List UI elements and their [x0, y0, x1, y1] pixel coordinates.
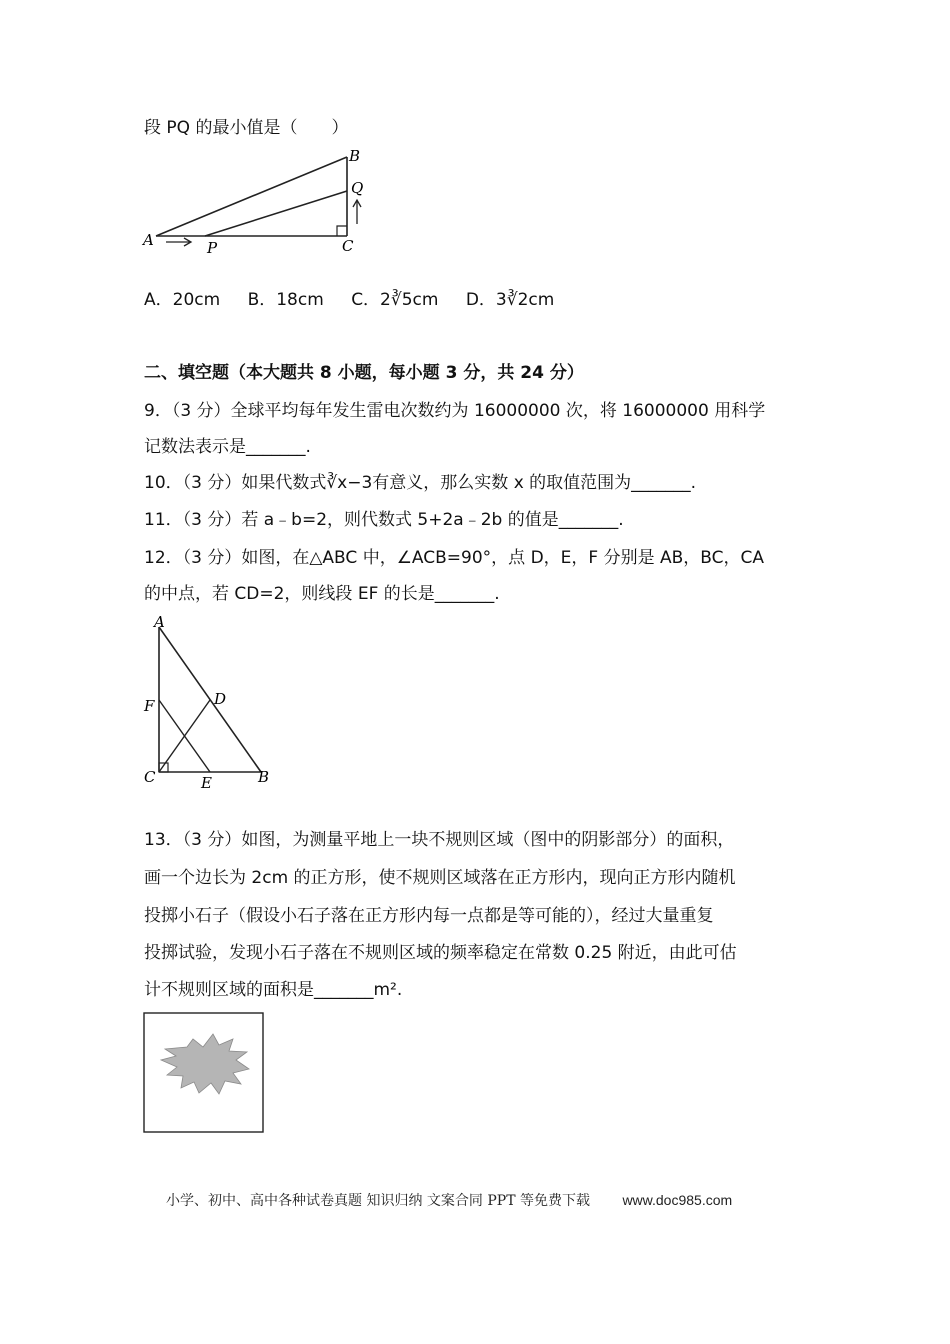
- section-heading: 二、填空题（本大题共 8 小题，每小题 3 分，共 24 分）: [144, 363, 584, 383]
- label-b: B: [349, 147, 361, 165]
- q12-figure: [140, 612, 280, 792]
- footer-text: 小学、初中、高中各种试卷真题 知识归纳 文案合同 PPT 等免费下载: [166, 1193, 590, 1209]
- q8-options: [144, 288, 554, 312]
- q8-text-tail: 段 PQ 的最小值是（ ）: [144, 118, 349, 138]
- label-b: B: [258, 768, 270, 786]
- label-f: F: [144, 697, 155, 715]
- q10-text: 10．（3 分）如果代数式∛x−3有意义，那么实数 x 的取值范围为_______.: [144, 473, 697, 493]
- option-a: A．20cm: [144, 290, 221, 310]
- label-p: P: [207, 239, 218, 257]
- label-a: A: [143, 231, 154, 249]
- option-d: D．3∛2cm: [465, 290, 555, 310]
- label-a: A: [154, 613, 165, 631]
- label-c: C: [342, 237, 354, 255]
- q8-figure: [140, 145, 380, 260]
- q12-line2: 的中点，若 CD=2，则线段 EF 的长是_______.: [144, 584, 500, 604]
- q13-line1: 13．（3 分）如图，为测量平地上一块不规则区域（图中的阴影部分）的面积，: [144, 830, 735, 850]
- label-d: D: [214, 690, 227, 708]
- footer: [166, 1190, 732, 1210]
- right-angle-mark: [337, 226, 347, 236]
- label-e: E: [201, 774, 212, 792]
- q13-line4: 投掷试验，发现小石子落在不规则区域的频率稳定在常数 0.25 附近，由此可估: [144, 943, 737, 963]
- q12-line1: 12．（3 分）如图，在△ABC 中，∠ACB=90°，点 D，E，F 分别是 AB，BC，CA: [144, 548, 765, 568]
- q13-figure: [143, 1012, 265, 1134]
- q9-line1: 9．（3 分）全球平均每年发生雷电次数约为 16000000 次，将 16000000 用科学: [144, 401, 766, 421]
- segment-ab: [156, 157, 347, 236]
- q11-text: 11．（3 分）若 a﹣b=2，则代数式 5+2a﹣2b 的值是_______.: [144, 510, 624, 530]
- q13-line3: 投掷小石子（假设小石子落在正方形内每一点都是等可能的），经过大量重复: [144, 906, 714, 926]
- label-q: Q: [351, 179, 364, 197]
- q13-line5: 计不规则区域的面积是_______m².: [144, 980, 403, 1000]
- label-c: C: [144, 768, 156, 786]
- q13-line2: 画一个边长为 2cm 的正方形，使不规则区域落在正方形内，现向正方形内随机: [144, 868, 736, 888]
- footer-url[interactable]: www.doc985.com: [622, 1192, 733, 1208]
- q9-line2: 记数法表示是_______.: [144, 437, 311, 457]
- option-c: C．2∛5cm: [351, 290, 439, 310]
- segment-pq: [205, 191, 347, 236]
- option-b: B．18cm: [247, 290, 324, 310]
